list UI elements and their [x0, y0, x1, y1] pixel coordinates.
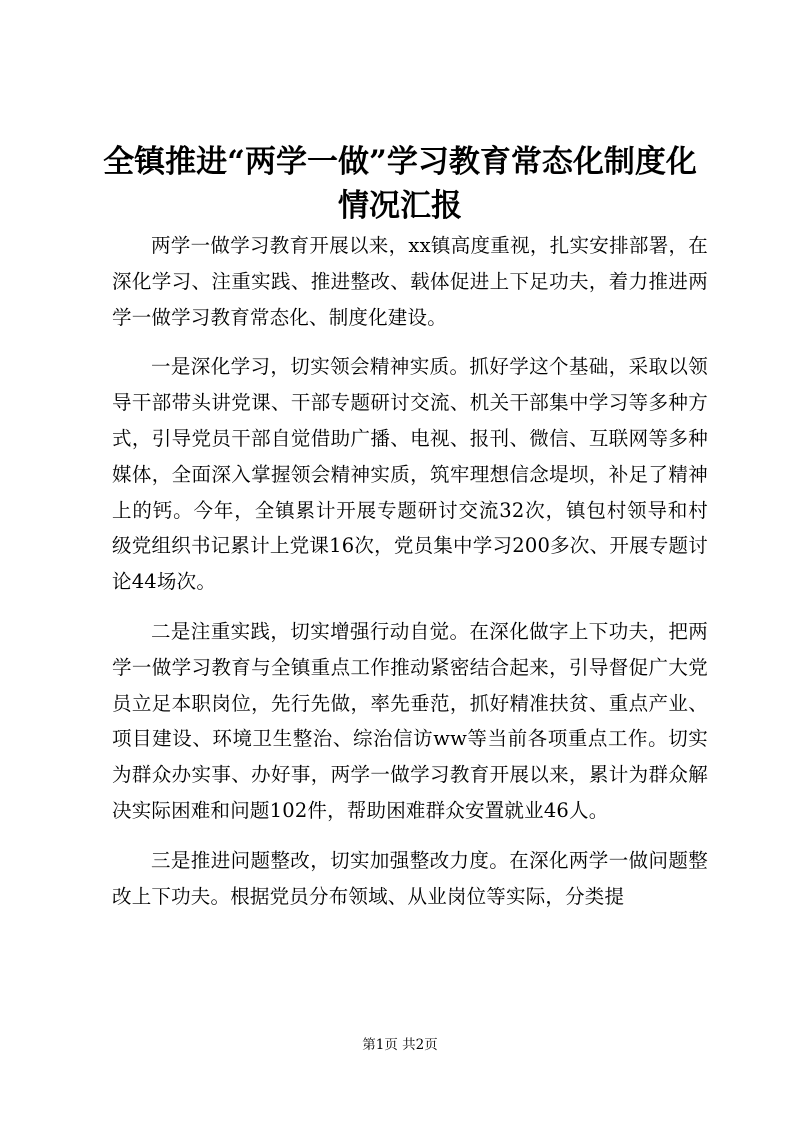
paragraph-intro: 两学一做学习教育开展以来，xx镇高度重视，扎实安排部署，在深化学习、注重实践、推进整改、载体促进上下足功夫，着力推进两学一做学习教育常态化、制度化建设。 [112, 234, 708, 329]
paragraph-practice: 二是注重实践，切实增强行动自觉。在深化做字上下功夫，把两学一做学习教育与全镇重点工作推动紧密结合起来，引导督促广大党员立足本职岗位，先行先做，率先垂范，抓好精准扶贫、重点产业、项目建设、环境卫生整治、综治信访ww等当前各项重点工作。切实为群众办实事、办好事，两学一做学习教育开展以来，累计为群众解决实际困难和问题102件，帮助困难群众安置就业46人。 [112, 619, 708, 822]
title-line-1: 全镇推进“两学一做”学习教育常态化制度化 [103, 144, 697, 180]
page-footer: 第1页 共2页 [362, 1037, 438, 1053]
document-title [80, 140, 720, 228]
title-line-2: 情况汇报 [338, 188, 462, 224]
paragraph-study: 一是深化学习，切实领会精神实质。抓好学这个基础，采取以领导干部带头讲党课、干部专题研讨交流、机关干部集中学习等多种方式，引导党员干部自觉借助广播、电视、报刊、微信、互联网等多种媒体，全面深入掌握领会精神实质，筑牢理想信念堤坝，补足了精神上的钙。今年，全镇累计开展专题研讨交流32次，镇包村领导和村级党组织书记累计上党课16次，党员集中学习200多次、开展专题讨论44场次。 [112, 355, 708, 594]
paragraph-rectification: 三是推进问题整改，切实加强整改力度。在深化两学一做问题整改上下功夫。根据党员分布领域、从业岗位等实际，分类提 [112, 848, 708, 908]
document-body [112, 228, 708, 928]
